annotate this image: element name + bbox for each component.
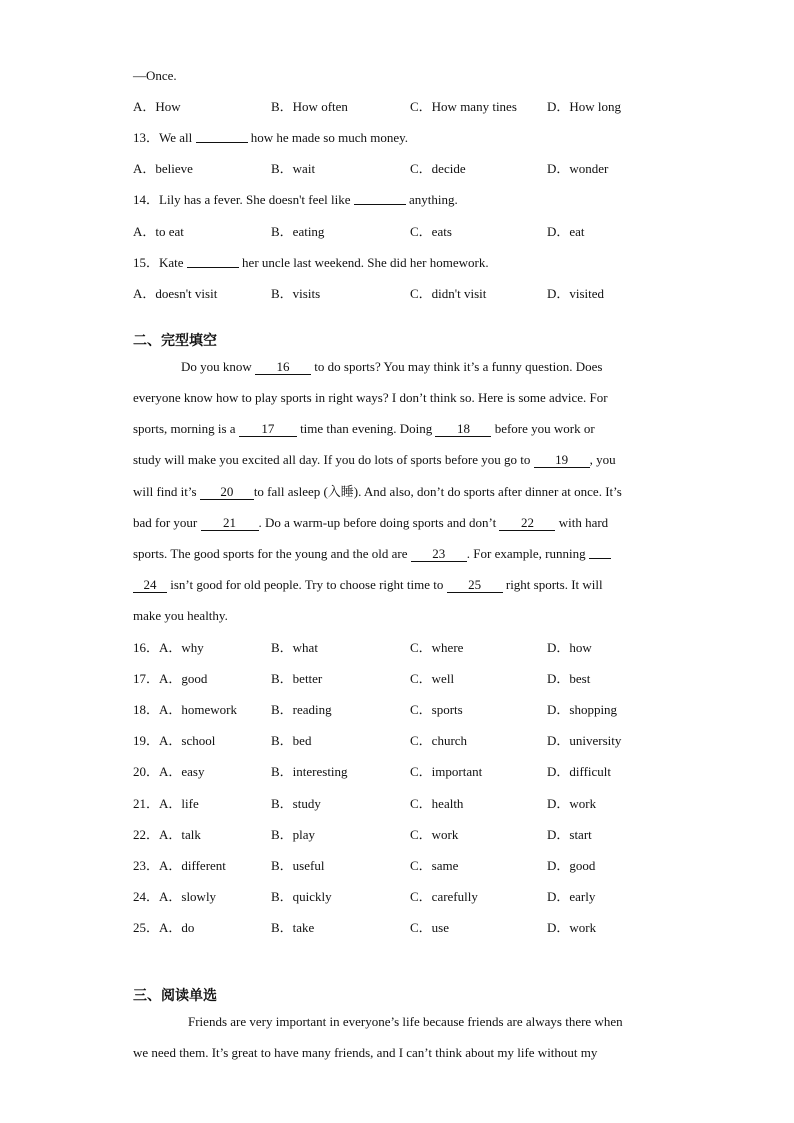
option-d[interactable]: D．university [547,733,622,748]
cloze-blank-17[interactable]: 17 [239,422,297,437]
option-b[interactable]: B．wait [271,161,316,176]
cloze-blank-19[interactable]: 19 [534,453,590,468]
option-c[interactable]: C．How many tines [410,99,517,114]
option-d[interactable]: D．eat [547,224,585,239]
option-b[interactable]: B．visits [271,286,321,301]
cloze-option-row [133,919,693,937]
option-c[interactable]: C．health [410,796,464,811]
cloze-line-2: everyone know how to play sports in right ways? I don’t think so. Here is some advice. For [133,390,608,405]
option-b[interactable]: B．interesting [271,764,348,779]
cloze-line-1: Do you know 16 to do sports? You may think it’s a funny question. Does [181,359,603,374]
answer-blank[interactable] [354,192,406,205]
option-d[interactable]: D．early [547,889,596,904]
cloze-line-5: will find it’s 20 to fall asleep (入睡). And also, don’t do sports after dinner at once. It’s [133,484,622,499]
cloze-option-row [133,857,693,875]
cloze-option-row [133,670,693,688]
option-a[interactable]: A．doesn't visit [133,286,218,301]
option-c[interactable]: C．sports [410,702,463,717]
section-heading-cloze: 二、完型填空 [133,333,217,349]
question-13: 13．We all how he made so much money. [133,130,409,145]
option-b[interactable]: B．what [271,640,318,655]
cloze-blank-24-start [589,546,611,559]
option-c[interactable]: C．important [410,764,483,779]
cloze-option-row [133,888,693,906]
option-a[interactable]: 17．A．good [133,671,208,686]
q15-options [133,285,693,303]
option-a[interactable]: 21．A．life [133,796,199,811]
answer-blank[interactable] [187,255,239,268]
option-d[interactable]: D．best [547,671,591,686]
option-b[interactable]: B．eating [271,224,325,239]
cloze-blank-20[interactable]: 20 [200,485,254,500]
cloze-option-row [133,701,693,719]
option-d[interactable]: D．visited [547,286,605,301]
option-b[interactable]: B．reading [271,702,332,717]
cloze-blank-24[interactable]: 24 [133,578,167,593]
option-d[interactable]: D．difficult [547,764,612,779]
cloze-blank-25[interactable]: 25 [447,578,503,593]
option-c[interactable]: C．decide [410,161,466,176]
option-c[interactable]: C．eats [410,224,452,239]
option-c[interactable]: C．work [410,827,459,842]
option-c[interactable]: C．where [410,640,464,655]
cloze-option-row [133,795,693,813]
option-c[interactable]: C．carefully [410,889,478,904]
option-b[interactable]: B．play [271,827,316,842]
section-heading-reading: 三、阅读单选 [133,988,217,1004]
cloze-line-4: study will make you excited all day. If you do lots of sports before you go to 19 , you [133,452,616,467]
option-b[interactable]: B．take [271,920,315,935]
question-14: 14．Lily has a fever. She doesn't feel like anything. [133,192,458,207]
q13-options [133,160,693,178]
cloze-line-9: make you healthy. [133,608,228,623]
option-d[interactable]: D．start [547,827,592,842]
cloze-blank-16[interactable]: 16 [255,360,311,375]
reading-line-1: Friends are very important in everyone’s life because friends are always there when [188,1014,623,1029]
option-d[interactable]: D．work [547,920,597,935]
cloze-blank-18[interactable]: 18 [435,422,491,437]
option-a[interactable]: 23．A．different [133,858,226,873]
option-d[interactable]: D．good [547,858,596,873]
option-c[interactable]: C．church [410,733,468,748]
cloze-blank-21[interactable]: 21 [201,516,259,531]
option-d[interactable]: D．How long [547,99,622,114]
option-c[interactable]: C．didn't visit [410,286,487,301]
option-a[interactable]: 25．A．do [133,920,195,935]
cloze-line-3: sports, morning is a 17 time than evening. Doing 18 before you work or [133,421,595,436]
option-a[interactable]: 18．A．homework [133,702,237,717]
option-a[interactable]: 22．A．talk [133,827,201,842]
reading-line-2: we need them. It’s great to have many friends, and I can’t think about my life without my [133,1045,598,1060]
option-a[interactable]: A．How [133,99,181,114]
answer-blank[interactable] [196,130,248,143]
option-d[interactable]: D．shopping [547,702,618,717]
cloze-option-row [133,639,693,657]
option-a[interactable]: A．to eat [133,224,184,239]
option-c[interactable]: C．use [410,920,450,935]
option-a[interactable]: 16．A．why [133,640,204,655]
q14-options [133,223,693,241]
option-b[interactable]: B．quickly [271,889,332,904]
option-a[interactable]: 19．A．school [133,733,216,748]
cloze-line-6: bad for your 21 . Do a warm-up before doing sports and don’t 22 with hard [133,515,609,530]
option-a[interactable]: 20．A．easy [133,764,205,779]
cloze-option-row [133,763,693,781]
option-d[interactable]: D．work [547,796,597,811]
option-a[interactable]: A．believe [133,161,193,176]
cloze-blank-22[interactable]: 22 [499,516,555,531]
option-b[interactable]: B．useful [271,858,325,873]
option-a[interactable]: 24．A．slowly [133,889,217,904]
cloze-option-row [133,732,693,750]
q12-options [133,98,693,116]
option-c[interactable]: C．same [410,858,459,873]
option-b[interactable]: B．study [271,796,321,811]
option-b[interactable]: B．bed [271,733,312,748]
cloze-line-8: 24 isn’t good for old people. Try to choose right time to 25 right sports. It will [133,576,673,594]
question-15: 15．Kate her uncle last weekend. She did her homework. [133,255,489,270]
option-b[interactable]: B．How often [271,99,348,114]
cloze-blank-23[interactable]: 23 [411,547,467,562]
option-d[interactable]: D．how [547,640,592,655]
option-c[interactable]: C．well [410,671,455,686]
option-b[interactable]: B．better [271,671,323,686]
cloze-option-row [133,826,693,844]
q12-answer-line: —Once. [133,68,177,83]
cloze-line-7: sports. The good sports for the young and the old are 23 . For example, running [133,545,673,563]
option-d[interactable]: D．wonder [547,161,609,176]
